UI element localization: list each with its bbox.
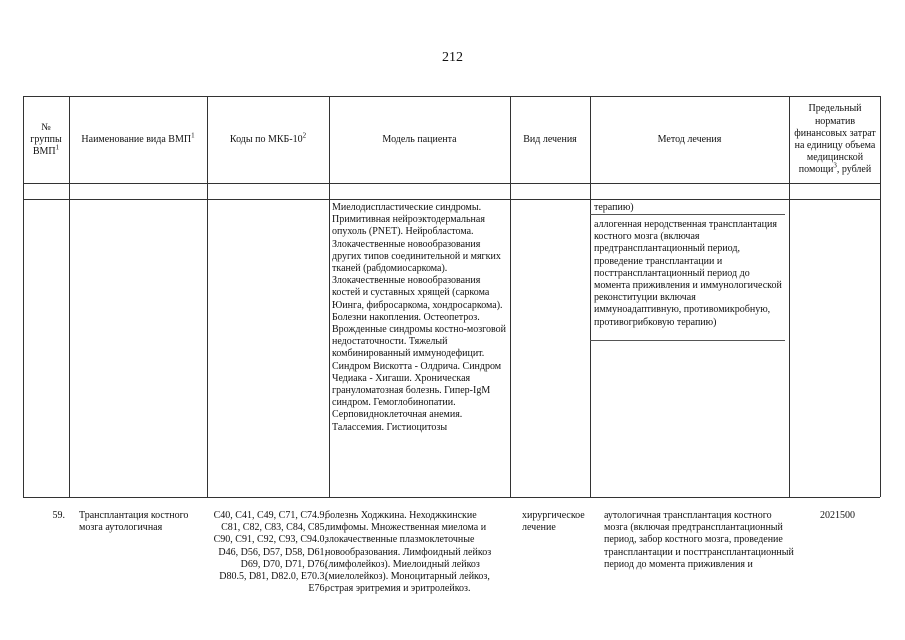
header-vmp-name: Наименование вида ВМП$^1$	[81, 131, 195, 145]
col-border-1	[69, 96, 70, 497]
col-border-7	[880, 96, 881, 497]
header-bottom-border	[23, 183, 880, 184]
row-separator	[23, 497, 880, 498]
row59-group-number: 59.	[52, 510, 65, 521]
header-group-number: № группы ВМП$^1$	[30, 121, 62, 158]
continued-method-allogeneic: аллогенная неродственная трансплантация костного мозга (включая предтрансплантационный период, проведение трансплантации и посттрансплантационный период до момента приживления и иммунологической реконституции включая иммуноадаптивную, противомикробную, противогрибковую терапию)	[594, 219, 782, 328]
col-border-4	[510, 96, 511, 497]
col-border-2	[207, 96, 208, 497]
spacer-row-border	[23, 199, 880, 200]
header-cost-norm: Предельный норматив финансовых затрат на единицу объема медицинской помощи$^3$, рублей	[794, 103, 876, 176]
header-icd-codes: Коды по МКБ-$10^2$	[229, 131, 307, 145]
col-border-6	[789, 96, 790, 497]
row59-patient-model: болезнь Ходжкина. Неходжкинские лимфомы. Множественная миелома и злокачественные плазмоклеточные новообразования. Лимфоидный лейкоз (лимфолейкоз). Миелоидный лейкоз (миелолейкоз). Моноцитарный лейкоз, острая эритремия и эритролейкоз.	[325, 510, 492, 595]
row59-cost: 2021500	[820, 510, 855, 521]
row59-icd-codes: C40, C41, C49, C71, C74.9, C81, C82, C83, C84, C85, C90, C91, C92, C93, C94.0, D46, D56, D57, D58, D61, D69, D70, D71, D76, D80.5, D81, D82.0, E70.3, E76,	[213, 510, 327, 595]
header-patient-model: Модель пациента	[382, 133, 457, 145]
continued-patient-model: Миелодиспластические синдромы. Примитивная нейроэктодермальная опухоль (PNET). Нейробластома. Злокачественные новообразования других типов соединительной и мягких тканей (рабдомиосаркома). Злокачественные новообразования костей и суставных хрящей (саркома Юинга, фибросаркома, хондросаркома). Болезни накопления. Остеопетроз. Врожденные синдромы костно-мозговой недостаточности. Тяжелый комбинированный иммунодефицит. Синдром Вискотта - Олдрича. Синдром Чедиака - Хигаши. Хроническая грануломатозная болезнь. Гипер-IgM синдром. Гемоглобинопатии. Серповидноклеточная анемия. Талассемия. Гистиоцитозы	[332, 202, 507, 433]
col-border-3	[329, 96, 330, 497]
row59-vmp-name: Трансплантация костного мозга аутологичная	[79, 510, 189, 534]
row59-treatment-type: хирургическое лечение	[522, 510, 585, 534]
header-treatment-type: Вид лечения	[523, 133, 577, 145]
row59-treatment-method: аутологичная трансплантация костного мозга (включая предтрансплантационный период, забор костного мозга, проведение трансплантации и посттрансплантационный период до момента приживления и	[604, 510, 794, 570]
page-number: 212	[442, 50, 463, 65]
col-border-0	[23, 96, 24, 497]
header-treatment-method: Метод лечения	[657, 133, 722, 145]
continued-method-tail: терапию)	[594, 202, 634, 213]
